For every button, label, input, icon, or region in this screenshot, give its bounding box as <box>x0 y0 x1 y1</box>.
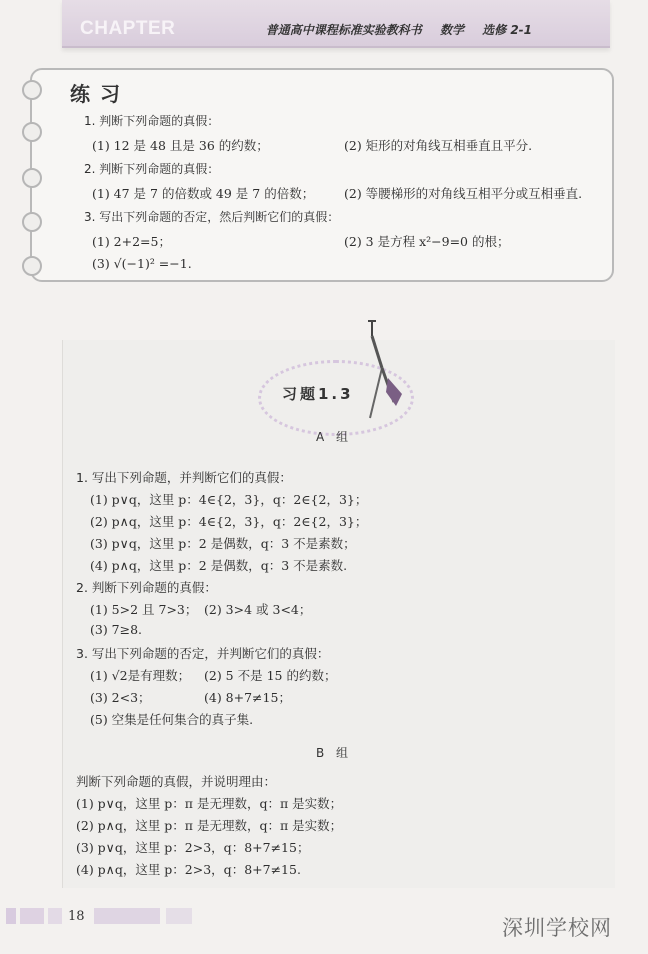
exercise-a2-1: (1) 5>2 且 7>3； <box>90 602 198 617</box>
practice-q1b: (2) 矩形的对角线互相垂直且平分. <box>344 138 533 153</box>
exercise-a1-2: (2) p∧q，这里 p：4∈{2，3}，q：2∈{2，3}； <box>90 514 368 529</box>
exercise-a1: 1. 写出下列命题，并判断它们的真假： <box>76 470 292 485</box>
footer-block <box>166 908 192 924</box>
exercise-b4: (4) p∧q，这里 p：2>3，q：8+7≠15. <box>76 862 301 877</box>
compass-icon <box>358 318 408 428</box>
book-title <box>266 21 532 38</box>
watermark: 深圳学校网 <box>502 916 612 940</box>
exercise-b0: 判断下列命题的真假，并说明理由： <box>76 774 277 789</box>
footer-block <box>94 908 160 924</box>
binder-ring-icon <box>22 122 42 142</box>
practice-q3b: (2) 3 是方程 x²−9=0 的根； <box>344 234 510 249</box>
practice-q1a: (1) 12 是 48 且是 36 的约数； <box>92 138 269 153</box>
practice-q2b: (2) 等腰梯形的对角线互相平分或互相垂直. <box>344 186 583 201</box>
practice-title: 练习 <box>70 82 130 106</box>
exercise-a3-2: (2) 5 不是 15 的约数； <box>204 668 337 683</box>
exercise-a3-1: (1) √2是有理数； <box>90 668 191 683</box>
binder-ring-icon <box>22 256 42 276</box>
exercise-a3-5: (5) 空集是任何集合的真子集. <box>90 712 254 727</box>
practice-q2a: (1) 47 是 7 的倍数或 49 是 7 的倍数； <box>92 186 315 201</box>
exercise-title: 习题1.3 <box>282 385 354 403</box>
practice-q3: 3. 写出下列命题的否定，然后判断它们的真假： <box>84 210 340 224</box>
chapter-label: CHAPTER <box>80 18 176 39</box>
book-name: 普通高中课程标准实验教科书 <box>265 23 422 37</box>
exercise-a1-1: (1) p∨q，这里 p：4∈{2，3}，q：2∈{2，3}； <box>90 492 368 507</box>
exercise-a3-3: (3) 2<3； <box>90 690 151 705</box>
footer-block <box>6 908 16 924</box>
exercise-a2-3: (3) 7≥8. <box>90 622 143 637</box>
exercise-b1: (1) p∨q，这里 p：π 是无理数，q：π 是实数； <box>76 796 343 811</box>
practice-box <box>30 68 614 282</box>
exercise-a3-4: (4) 8+7≠15； <box>204 690 291 705</box>
binder-ring-icon <box>22 80 42 100</box>
binder-ring-icon <box>22 212 42 232</box>
exercise-b3: (3) p∨q，这里 p：2>3，q：8+7≠15； <box>76 840 310 855</box>
subject-name: 数学 <box>439 23 464 37</box>
exercise-b2: (2) p∧q，这里 p：π 是无理数，q：π 是实数； <box>76 818 343 833</box>
footer-block <box>48 908 62 924</box>
group-b-label: B 组 <box>316 746 353 760</box>
binder-ring-icon <box>22 168 42 188</box>
volume-name: 选修 2-1 <box>482 23 532 37</box>
exercise-a2-2: (2) 3>4 或 3<4； <box>204 602 312 617</box>
practice-q3a: (1) 2+2=5； <box>92 234 171 249</box>
page-number: 18 <box>68 909 85 924</box>
exercise-a2: 2. 判断下列命题的真假： <box>76 580 217 595</box>
group-a-label: A 组 <box>316 430 353 444</box>
page-header <box>62 0 610 48</box>
practice-q2: 2. 判断下列命题的真假： <box>84 162 220 176</box>
practice-q1: 1. 判断下列命题的真假： <box>84 114 220 128</box>
exercise-a3: 3. 写出下列命题的否定，并判断它们的真假： <box>76 646 330 661</box>
footer-block <box>20 908 44 924</box>
practice-q3c: (3) √(−1)² =−1. <box>92 256 192 271</box>
exercise-a1-3: (3) p∨q，这里 p：2 是偶数，q：3 不是素数； <box>90 536 356 551</box>
exercise-a1-4: (4) p∧q，这里 p：2 是偶数，q：3 不是素数. <box>90 558 348 573</box>
